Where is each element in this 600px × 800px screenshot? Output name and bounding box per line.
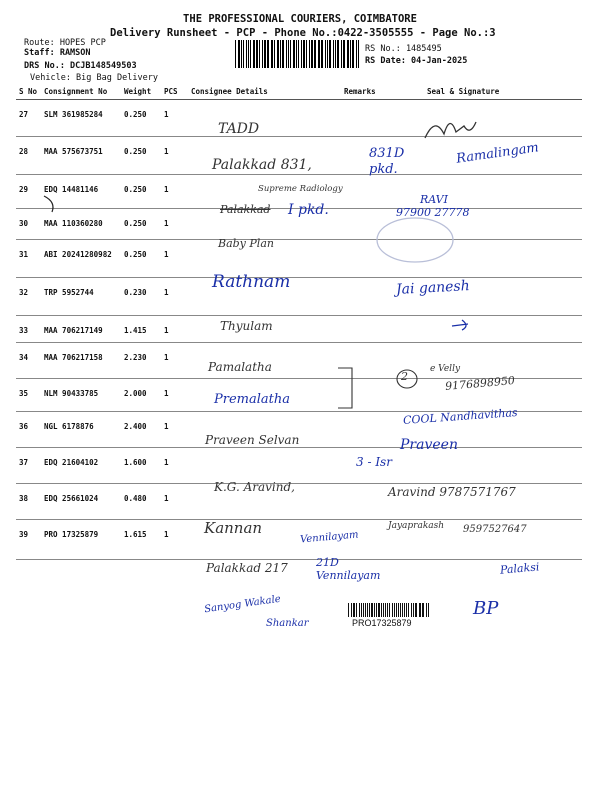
- handwritten-phone: 9597527647: [463, 524, 527, 535]
- handwritten-consignee: Thyulam: [220, 319, 273, 333]
- row-consignment-no: SLM 361985284: [44, 110, 103, 119]
- table-row: [16, 448, 582, 484]
- row-consignee: [188, 100, 341, 137]
- row-sno: 29: [19, 185, 29, 194]
- handwritten-consignee: Palakkad: [220, 203, 271, 216]
- table-row: [16, 278, 582, 316]
- row-signature: [397, 343, 582, 379]
- row-pcs: 1: [164, 250, 169, 259]
- signature-mark: [420, 108, 480, 146]
- row-consignment-no: MAA 575673751: [44, 147, 103, 156]
- row-consignment-no: NLM 90433785: [44, 389, 99, 398]
- handwritten-signature: Jai ganesh: [395, 278, 471, 298]
- handwritten-consignee: Kannan: [204, 519, 263, 537]
- row-remarks: [341, 278, 397, 316]
- handwritten-consignee: Pamalatha: [208, 360, 272, 374]
- handwritten-consignee: Premalatha: [214, 392, 290, 407]
- column-header: Weight: [121, 85, 161, 100]
- row-consignment-no: MAA 706217158: [44, 353, 103, 362]
- handwritten-remark: 831D pkd.: [369, 146, 405, 177]
- faint-stamp: [360, 212, 460, 267]
- handwritten-note: 3 - Isr: [356, 455, 392, 469]
- barcode-text: PRO17325879: [352, 618, 412, 628]
- row-sno: 30: [19, 219, 29, 228]
- row-weight: 2.230: [124, 353, 147, 362]
- row-weight: 0.250: [124, 147, 147, 156]
- row-pcs: 1: [164, 458, 169, 467]
- row-remarks: [341, 316, 397, 343]
- row-sno: 32: [19, 288, 29, 297]
- handwritten-consignee: TADD: [218, 121, 260, 137]
- column-header: Seal & Signature: [397, 85, 582, 100]
- table-row: [16, 240, 582, 278]
- row-sno: 33: [19, 326, 29, 335]
- handwritten-phone: 97900 27778: [396, 206, 470, 219]
- row-pcs: 1: [164, 147, 169, 156]
- row-remarks: [341, 100, 397, 137]
- check-mark: [40, 192, 70, 216]
- row-weight: 1.600: [124, 458, 147, 467]
- row-pcs: 1: [164, 422, 169, 431]
- row-pcs: 1: [164, 326, 169, 335]
- runsheet-barcode: [235, 40, 360, 68]
- row-weight: 0.250: [124, 185, 147, 194]
- signature-mark: [450, 318, 474, 334]
- row-consignment-no: EDQ 21604102: [44, 458, 99, 467]
- handwritten-signature: Ramalingam: [455, 140, 540, 167]
- handwritten-consignee: Praveen Selvan: [205, 433, 300, 447]
- row-weight: 0.250: [124, 250, 147, 259]
- row-weight: 0.480: [124, 494, 147, 503]
- runsheet-title: Delivery Runsheet - PCP - Phone No.:0422-3505555 - Page No.:3: [110, 27, 496, 39]
- row-sno: 34: [19, 353, 29, 362]
- row-weight: 1.615: [124, 530, 147, 539]
- circle-mark: [395, 368, 419, 390]
- drs-label: DRS No.: DCJB148549503: [24, 61, 137, 71]
- handwritten-signature: COOL Nandhavithas: [402, 406, 518, 427]
- consignment-barcode-label: [348, 603, 430, 615]
- row-sno: 38: [19, 494, 29, 503]
- route-label: Route: HOPES PCP: [24, 38, 106, 48]
- handwritten-consignee: Palakkad 831,: [212, 157, 312, 173]
- row-consignment-no: MAA 110360280: [44, 219, 103, 228]
- handwritten-consignee: Shankar: [266, 618, 309, 629]
- row-sno: 39: [19, 530, 29, 539]
- handwritten-signature: e Velly: [430, 364, 461, 374]
- row-signature: [397, 316, 582, 343]
- handwritten-consignee: Baby Plan: [218, 237, 274, 250]
- handwritten-signature: Jayaprakash: [388, 521, 445, 531]
- row-sno: 28: [19, 147, 29, 156]
- handwritten-consignee: Rathnam: [212, 272, 291, 292]
- handwritten-signature: Praveen: [400, 437, 458, 453]
- row-pcs: 1: [164, 219, 169, 228]
- handwritten-consignee: K.G. Aravind,: [214, 480, 295, 494]
- table-row: [16, 343, 582, 379]
- table-row: [16, 316, 582, 343]
- rs-date: RS Date: 04-Jan-2025: [365, 56, 468, 66]
- handwritten-consignee: Sanyog Wakale: [203, 593, 282, 616]
- handwritten-phone: 9176898950: [444, 373, 516, 394]
- row-weight: 0.250: [124, 110, 147, 119]
- row-pcs: 1: [164, 530, 169, 539]
- handwritten-signature: BP: [473, 598, 499, 619]
- handwritten-signature: Aravind 9787571767: [388, 485, 516, 499]
- row-pcs: 1: [164, 110, 169, 119]
- row-pcs: 1: [164, 353, 169, 362]
- handwritten-signature: RAVI: [420, 193, 448, 206]
- row-consignment-no: ABI 20241280982: [44, 250, 112, 259]
- row-sno: 37: [19, 458, 29, 467]
- column-header: Consignee Details: [188, 85, 341, 100]
- handwritten-remark: Vennilayam: [299, 529, 359, 546]
- row-sno: 31: [19, 250, 29, 259]
- bracket-mark: [332, 364, 362, 412]
- vehicle-label: Vehicle: Big Bag Delivery: [30, 73, 158, 83]
- handwritten-consignee: Palakkad 217: [206, 561, 288, 575]
- row-pcs: 1: [164, 494, 169, 503]
- handwritten-remark: 2: [401, 370, 408, 383]
- row-consignee: [188, 448, 341, 484]
- row-consignment-no: EDQ 14481146: [44, 185, 99, 194]
- row-weight: 0.230: [124, 288, 147, 297]
- row-pcs: 1: [164, 185, 169, 194]
- row-consignment-no: EDQ 25661024: [44, 494, 99, 503]
- row-weight: 2.000: [124, 389, 147, 398]
- staff-label: Staff: RAMSON: [24, 48, 91, 58]
- handwritten-signature: Palaksi: [499, 560, 540, 577]
- row-sno: 36: [19, 422, 29, 431]
- row-pcs: 1: [164, 288, 169, 297]
- row-remarks: [341, 412, 397, 448]
- handwritten-remark: 21D Vennilayam: [316, 556, 381, 582]
- row-consignment-no: MAA 706217149: [44, 326, 103, 335]
- row-weight: 0.250: [124, 219, 147, 228]
- table-header-row: [16, 85, 582, 100]
- row-sno: 27: [19, 110, 29, 119]
- column-header: Consignment No: [41, 85, 121, 100]
- row-weight: 2.400: [124, 422, 147, 431]
- row-consignment-no: PRO 17325879: [44, 530, 99, 539]
- handwritten-remark: I pkd.: [288, 202, 329, 218]
- table-row: [16, 100, 582, 137]
- row-weight: 1.415: [124, 326, 147, 335]
- row-sno: 35: [19, 389, 29, 398]
- row-pcs: 1: [164, 389, 169, 398]
- row-consignment-no: NGL 6178876: [44, 422, 94, 431]
- row-consignment-no: TRP 5952744: [44, 288, 94, 297]
- row-remarks: [341, 175, 397, 209]
- column-header: PCS: [161, 85, 188, 100]
- column-header: Remarks: [341, 85, 397, 100]
- company-title: THE PROFESSIONAL COURIERS, COIMBATORE: [183, 13, 417, 25]
- rs-number: RS No.: 1485495: [365, 44, 442, 54]
- column-header: S No: [16, 85, 41, 100]
- handwritten-note: Supreme Radiology: [258, 184, 343, 194]
